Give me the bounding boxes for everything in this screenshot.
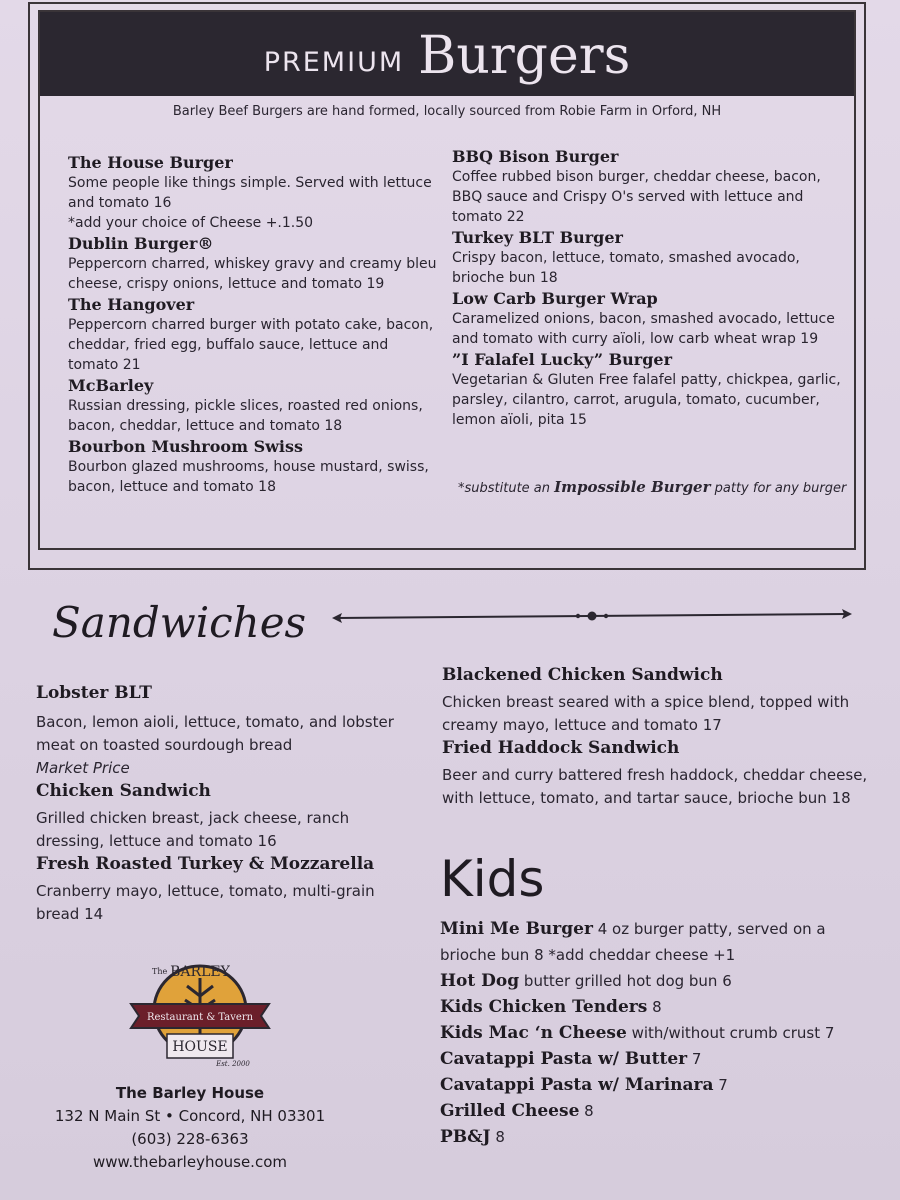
menu-item [442, 664, 872, 737]
menu-item [36, 853, 416, 926]
item-description: 8 [495, 1128, 505, 1146]
phone: (603) 228-6363 [131, 1130, 249, 1148]
address: 132 N Main St • Concord, NH 03301 [54, 1107, 326, 1125]
item-name: Bourbon Mushroom Swiss [68, 437, 303, 456]
item-description: with/without crumb crust 7 [631, 1024, 835, 1042]
impossible-substitute-note [458, 478, 848, 496]
premium-label: PREMIUM [263, 47, 405, 78]
item-description: Beer and curry battered fresh haddock, cheddar cheese, with lettuce, tomato, and tartar sauce, brioche bun 18 [442, 766, 868, 807]
item-description: Some people like things simple. Served with lettuce and tomato 16 [68, 175, 432, 211]
item-description: Grilled chicken breast, jack cheese, ranch dressing, lettuce and tomato 16 [36, 809, 350, 850]
contact-block [40, 1082, 340, 1174]
item-name: Mini Me Burger [440, 919, 593, 939]
list-item [440, 1124, 860, 1150]
item-description: Bourbon glazed mushrooms, house mustard, swiss, bacon, lettuce and tomato 18 [68, 459, 429, 495]
item-description: butter grilled hot dog bun 6 [523, 972, 732, 990]
item-description: brioche bun 8 *add cheddar cheese +1 [440, 946, 736, 964]
menu-item [452, 227, 842, 288]
item-name: Turkey BLT Burger [452, 228, 623, 247]
list-item-continuation [440, 942, 860, 968]
item-description: 8 [584, 1102, 594, 1120]
menu-item [452, 146, 842, 227]
item-name: Low Carb Burger Wrap [452, 289, 658, 308]
item-name: Kids Mac ‘n Cheese [440, 1023, 627, 1043]
logo-the: The [152, 967, 168, 976]
substitute-bold: Impossible Burger [554, 478, 711, 496]
burgers-right-column [452, 146, 842, 430]
item-name: Hot Dog [440, 971, 520, 991]
item-description: Crispy bacon, lettuce, tomato, smashed avocado, brioche bun 18 [452, 250, 800, 286]
item-name: Chicken Sandwich [36, 781, 211, 801]
item-name: The Hangover [68, 295, 195, 314]
list-item [440, 1098, 860, 1124]
menu-item [68, 436, 440, 497]
item-description: 7 [718, 1076, 728, 1094]
list-item [440, 1072, 860, 1098]
sandwiches-title: Sandwiches [52, 598, 307, 647]
list-item [440, 994, 860, 1020]
list-item [440, 1046, 860, 1072]
item-description: Russian dressing, pickle slices, roasted red onions, bacon, cheddar, lettuce and tomato 18 [68, 398, 423, 434]
item-description: 4 oz burger patty, served on a [597, 920, 826, 938]
item-description: Bacon, lemon aioli, lettuce, tomato, and lobster meat on toasted sourdough bread [36, 713, 394, 754]
item-name: PB&J [440, 1127, 491, 1147]
substitute-post: patty for any burger [714, 481, 847, 496]
website-link[interactable]: www.thebarleyhouse.com [92, 1153, 287, 1171]
logo-top-text: BARLEY [170, 964, 230, 980]
item-name: Cavatappi Pasta w/ Butter [440, 1049, 688, 1069]
item-description: Caramelized onions, bacon, smashed avocado, lettuce and tomato with curry aïoli, low carb wheat wrap 19 [452, 311, 835, 347]
item-description: Coffee rubbed bison burger, cheddar cheese, bacon, BBQ sauce and Crispy O's served with lettuce and tomato 22 [452, 169, 821, 225]
menu-item [36, 682, 416, 780]
logo-middle-text: Restaurant & Tavern [146, 1012, 254, 1023]
item-name: Cavatappi Pasta w/ Marinara [440, 1075, 714, 1095]
menu-item [68, 233, 440, 294]
item-description: Peppercorn charred, whiskey gravy and creamy bleu cheese, crispy onions, lettuce and tomato 19 [68, 256, 437, 292]
logo-bottom-text: HOUSE [172, 1039, 228, 1055]
item-description: 7 [691, 1050, 702, 1068]
menu-item [68, 294, 440, 375]
ornamental-divider [330, 604, 854, 628]
logo-established: Est. 2000 [216, 1060, 250, 1068]
menu-item [452, 288, 842, 349]
menu-item [452, 349, 842, 430]
substitute-pre: *substitute an [458, 481, 551, 496]
menu-item [442, 737, 872, 810]
list-item [440, 968, 860, 994]
item-name: Grilled Cheese [440, 1101, 580, 1121]
burgers-tagline: Barley Beef Burgers are hand formed, locally sourced from Robie Farm in Orford, NH [172, 104, 722, 119]
item-name: Fried Haddock Sandwich [442, 738, 680, 758]
item-name: The House Burger [68, 153, 233, 172]
item-note: Market Price [36, 759, 130, 777]
item-name: Fresh Roasted Turkey & Mozzarella [36, 854, 375, 874]
menu-item [68, 375, 440, 436]
list-item [440, 1020, 860, 1046]
kids-title: Kids [440, 850, 545, 908]
item-note: *add your choice of Cheese +.1.50 [68, 215, 314, 231]
item-description: Vegetarian & Gluten Free falafel patty, chickpea, garlic, parsley, cilantro, carrot, arugula, tomato, cucumber, lemon aïoli, pita 15 [452, 372, 841, 428]
barley-house-logo [125, 960, 275, 1070]
item-description: 8 [652, 998, 662, 1016]
item-name: Lobster BLT [36, 683, 152, 703]
item-description: Cranberry mayo, lettuce, tomato, multi-grain bread 14 [36, 882, 375, 923]
item-description: Chicken breast seared with a spice blend, topped with creamy mayo, lettuce and tomato 17 [442, 693, 850, 734]
kids-list [440, 916, 860, 1150]
sandwiches-right-column [442, 664, 872, 810]
menu-item [36, 780, 416, 853]
item-name: ”I Falafel Lucky” Burger [452, 350, 673, 369]
item-name: Dublin Burger® [68, 234, 214, 253]
item-description: Peppercorn charred burger with potato cake, bacon, cheddar, fried egg, buffalo sauce, lettuce and tomato 21 [68, 317, 434, 373]
item-name: McBarley [68, 376, 154, 395]
burgers-left-column [68, 152, 440, 497]
item-name: Kids Chicken Tenders [440, 997, 648, 1017]
restaurant-name: The Barley House [115, 1084, 265, 1102]
menu-item [68, 152, 440, 233]
item-name: Blackened Chicken Sandwich [442, 665, 723, 685]
burgers-header [40, 12, 854, 96]
sandwiches-left-column [36, 682, 416, 926]
item-name: BBQ Bison Burger [452, 147, 619, 166]
burgers-title: Burgers [418, 26, 631, 86]
list-item [440, 916, 860, 942]
